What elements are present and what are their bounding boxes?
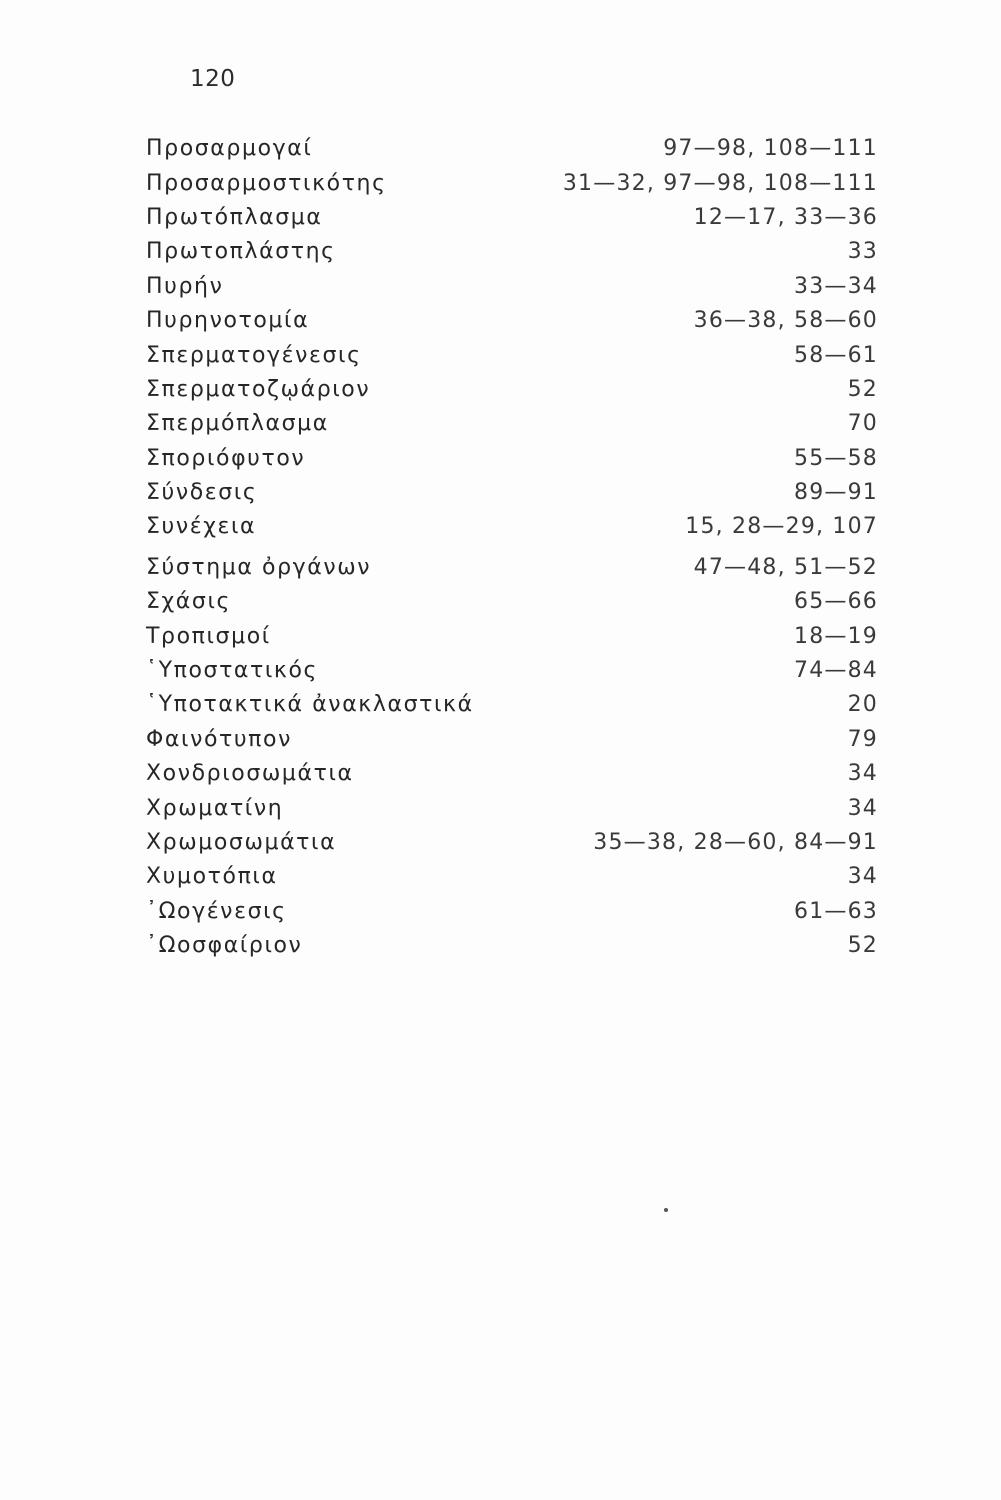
index-entry bbox=[146, 132, 878, 166]
index-entry bbox=[146, 304, 878, 338]
index-pages: 89—91 bbox=[794, 480, 878, 506]
index-term: Χυμοτόπια bbox=[146, 864, 278, 890]
index-term: Σύνδεσις bbox=[146, 480, 258, 506]
index-term: Σποριόφυτον bbox=[146, 445, 306, 471]
index-term: Χονδριοσωμάτια bbox=[146, 761, 354, 787]
index-pages: 35—38, 28—60, 84—91 bbox=[593, 830, 878, 855]
index-term: Πρωτόπλασμα bbox=[146, 204, 323, 230]
index-entry bbox=[146, 860, 878, 894]
index-pages: 47—48, 51—52 bbox=[693, 554, 878, 580]
index-term: Σύστημα ὀργάνων bbox=[146, 554, 372, 580]
index-term: Φαινότυπον bbox=[146, 726, 292, 752]
index-term: Προσαρμογαί bbox=[146, 136, 313, 162]
index-entry bbox=[146, 619, 878, 653]
index-term: Σπερματοζῳάριον bbox=[146, 376, 371, 402]
index-term: ῾Υποστατικός bbox=[146, 658, 319, 684]
index-pages: 15, 28—29, 107 bbox=[685, 514, 878, 540]
index-pages: 34 bbox=[847, 864, 878, 890]
index-entry bbox=[146, 373, 878, 407]
index-term: Χρωματίνη bbox=[146, 795, 284, 821]
index-entry bbox=[146, 895, 878, 929]
index-entry bbox=[146, 166, 878, 200]
index-term: Χρωμοσωμάτια bbox=[146, 830, 337, 855]
index-pages: 79 bbox=[847, 726, 878, 752]
index-entry bbox=[146, 407, 878, 441]
index-pages: 52 bbox=[847, 933, 878, 959]
index-term: Πρωτοπλάστης bbox=[146, 239, 336, 265]
index-pages: 36—38, 58—60 bbox=[693, 308, 878, 334]
index-entry bbox=[146, 201, 878, 235]
index-pages: 34 bbox=[847, 795, 878, 821]
index-pages: 20 bbox=[847, 692, 878, 718]
index-term: Προσαρμοστικότης bbox=[146, 170, 387, 196]
print-speck bbox=[664, 1208, 668, 1212]
index-pages: 33 bbox=[847, 239, 878, 265]
index-entry bbox=[146, 791, 878, 825]
index-term: ᾿Ωοσφαίριον bbox=[146, 933, 303, 959]
index-pages: 70 bbox=[847, 411, 878, 437]
index-entry bbox=[146, 510, 878, 544]
index-pages: 52 bbox=[847, 376, 878, 402]
index-pages: 97—98, 108—111 bbox=[663, 136, 878, 162]
index-pages: 55—58 bbox=[794, 445, 878, 471]
index-term: ῾Υποτακτικά ἀνακλαστικά bbox=[146, 692, 474, 718]
index-entry bbox=[146, 929, 878, 963]
index-pages: 18—19 bbox=[794, 623, 878, 649]
index-entry bbox=[146, 235, 878, 269]
index-pages: 74—84 bbox=[794, 658, 878, 684]
index-pages: 12—17, 33—36 bbox=[693, 204, 878, 230]
index-entry bbox=[146, 654, 878, 688]
index-entry bbox=[146, 476, 878, 510]
index-term: Πυρηνοτομία bbox=[146, 308, 310, 334]
index-term: Συνέχεια bbox=[146, 514, 257, 540]
index-term: Σπερμόπλασμα bbox=[146, 411, 329, 437]
index-entry bbox=[146, 551, 878, 585]
index-entry bbox=[146, 585, 878, 619]
index-term: Σπερματογένεσις bbox=[146, 342, 362, 368]
index-entry bbox=[146, 826, 878, 860]
index-pages: 31—32, 97—98, 108—111 bbox=[562, 170, 878, 196]
index-pages: 34 bbox=[847, 761, 878, 787]
index-entry bbox=[146, 688, 878, 722]
index-pages: 58—61 bbox=[794, 342, 878, 368]
index-entry bbox=[146, 757, 878, 791]
index-entry bbox=[146, 338, 878, 372]
index-pages: 61—63 bbox=[794, 898, 878, 924]
index-pages: 65—66 bbox=[794, 589, 878, 615]
page-number: 120 bbox=[190, 66, 236, 92]
index-term: Τροπισμοί bbox=[146, 623, 271, 649]
index-list bbox=[146, 132, 878, 963]
index-entry bbox=[146, 442, 878, 476]
index-term: ᾿Ωογένεσις bbox=[146, 898, 287, 924]
index-term: Σχάσις bbox=[146, 589, 232, 615]
index-entry bbox=[146, 270, 878, 304]
index-entry bbox=[146, 723, 878, 757]
index-term: Πυρήν bbox=[146, 273, 224, 299]
index-pages: 33—34 bbox=[794, 273, 878, 299]
